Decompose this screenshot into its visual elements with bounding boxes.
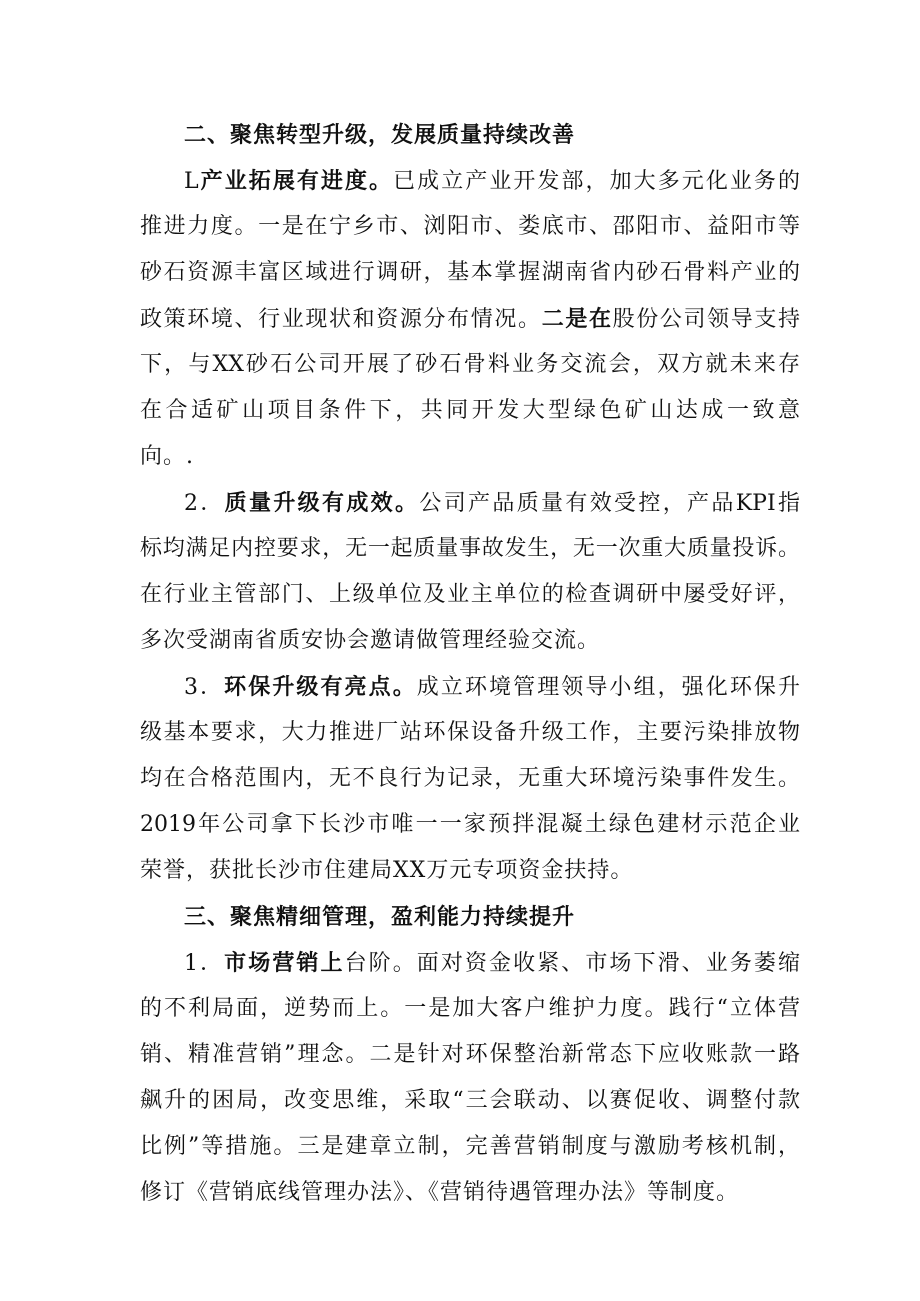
paragraph-line: 荣誉，获批长沙市住建局XX万元专项资金扶持。 bbox=[140, 858, 634, 883]
paragraph-line: 砂石资源丰富区域进行调研，基本掌握湖南省内砂石骨料产业的 bbox=[140, 260, 800, 285]
item-marker: L bbox=[184, 169, 199, 194]
paragraph-line: 2019年公司拿下长沙市唯一一家预拌混凝土绿色建材示范企业 bbox=[140, 812, 800, 837]
paragraph-line bbox=[140, 940, 800, 986]
text-run: 成立环境管理领导小组，强化环保升 bbox=[416, 675, 800, 700]
text-run: 股份公司领导支持 bbox=[612, 307, 800, 332]
text-run: 已成立产业开发部，加大多元化业务的 bbox=[393, 169, 800, 194]
paragraph-line: 下，与XX砂石公司开展了砂石骨料业务交流会，双方就未来存 bbox=[140, 352, 800, 377]
section-heading: 三、聚焦精细管理，盈利能力持续提升 bbox=[184, 904, 576, 930]
item-title: 环保升级有亮点。 bbox=[224, 674, 417, 700]
text-run: 台阶。面对资金收紧、市场下滑、业务萎缩 bbox=[344, 951, 800, 976]
paragraph-line: 飙升的困局，改变思维，采取“三会联动、以赛促收、调整付款 bbox=[140, 1088, 800, 1113]
text-run: 政策环境、行业现状和资源分布情况。 bbox=[140, 307, 542, 332]
section-heading: 二、聚焦转型升级，发展质量持续改善 bbox=[184, 122, 576, 148]
paragraph-line: 的不利局面，逆势而上。一是加大客户维护力度。践行“立体营 bbox=[140, 996, 800, 1021]
paragraph-line: 比例”等措施。三是建章立制，完善营销制度与激励考核机制， bbox=[140, 1134, 800, 1159]
document-body bbox=[140, 112, 800, 1216]
paragraph-line: 修订《营销底线管理办法》、《营销待遇管理办法》等制度。 bbox=[140, 1180, 740, 1205]
paragraph-line: 多次受湖南省质安协会邀请做管理经验交流。 bbox=[140, 628, 601, 653]
paragraph-line: 均在合格范围内，无不良行为记录，无重大环境污染事件发生。 bbox=[140, 766, 800, 791]
paragraph-line: 标均满足内控要求，无一起质量事故发生，无一次重大质量投诉。 bbox=[140, 536, 800, 561]
paragraph-line bbox=[140, 296, 800, 342]
item-number: 2． bbox=[184, 491, 225, 516]
item-number: 1． bbox=[184, 951, 225, 976]
paragraph-line: 级基本要求，大力推进厂站环保设备升级工作，主要污染排放物 bbox=[140, 720, 800, 745]
item-title: 质量升级有成效。 bbox=[224, 490, 420, 516]
paragraph-line: 推进力度。一是在宁乡市、浏阳市、娄底市、邵阳市、益阳市等 bbox=[140, 214, 800, 239]
item-title: 市场营销上 bbox=[224, 950, 345, 976]
bold-run: 二是在 bbox=[541, 306, 613, 332]
text-run: 公司产品质量有效受控，产品KPI指 bbox=[419, 491, 800, 516]
paragraph-line: 在行业主管部门、上级单位及业主单位的检查调研中屡受好评， bbox=[140, 582, 800, 607]
paragraph-line: 在合适矿山项目条件下，共同开发大型绿色矿山达成一致意 bbox=[140, 398, 800, 423]
paragraph-line: 销、精准营销”理念。二是针对环保整治新常态下应收账款一路 bbox=[140, 1042, 800, 1067]
paragraph-line: 向。. bbox=[140, 444, 194, 469]
paragraph-line bbox=[140, 480, 800, 526]
paragraph-line bbox=[140, 664, 800, 710]
item-title: 产业拓展有进度。 bbox=[198, 168, 394, 194]
paragraph-line bbox=[140, 158, 800, 204]
item-number: 3． bbox=[184, 675, 225, 700]
